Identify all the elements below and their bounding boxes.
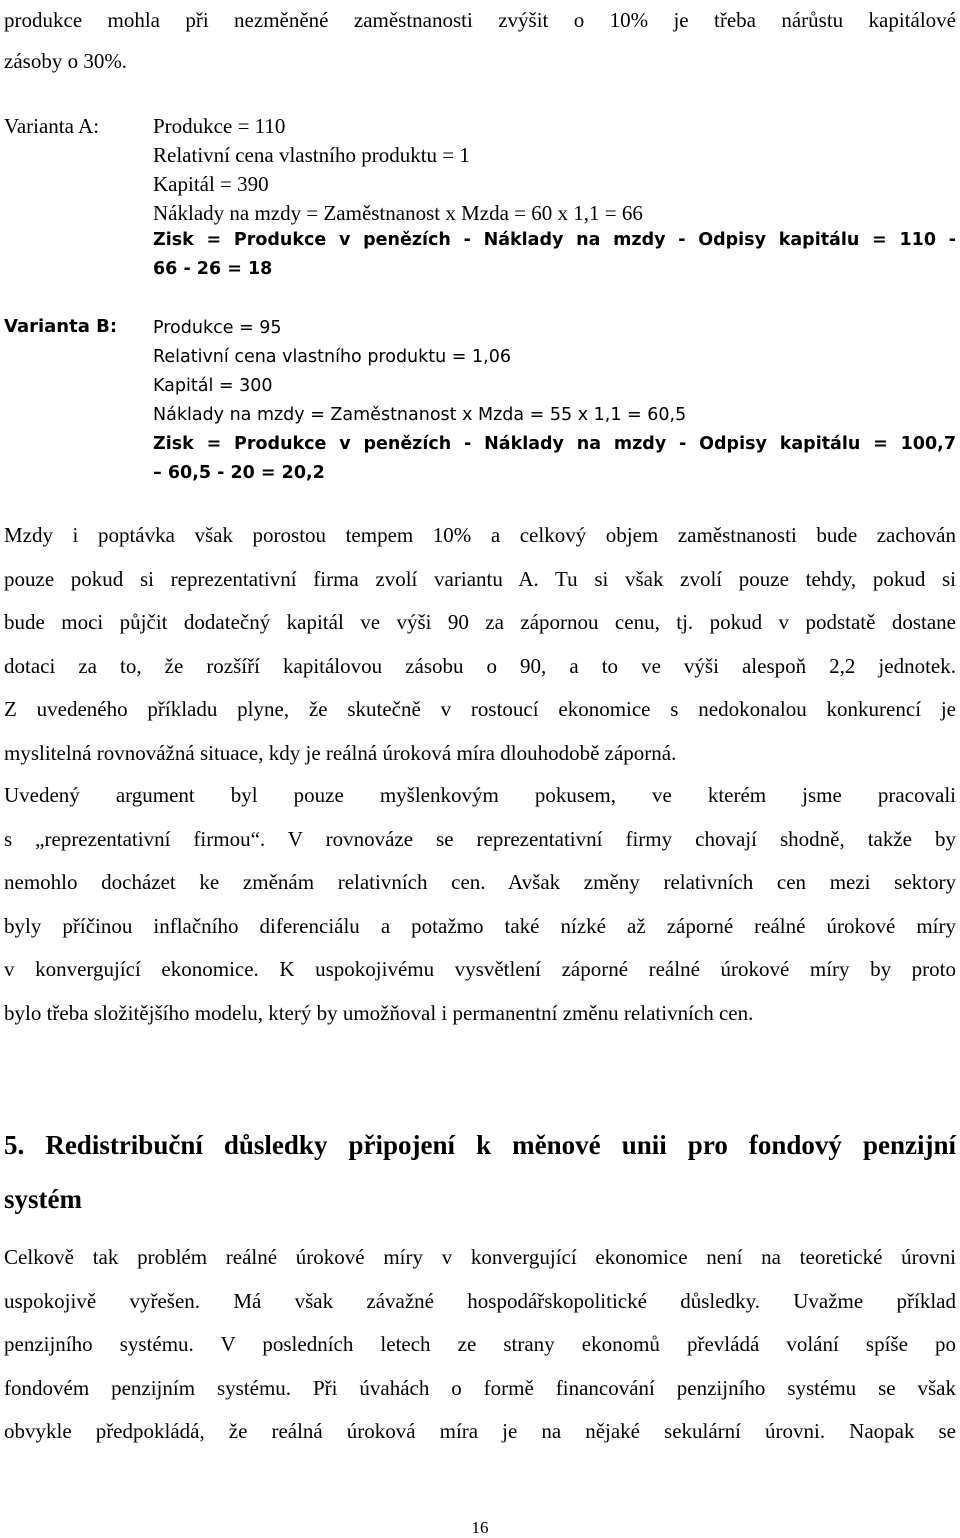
text-line: bude moci půjčit dodatečný kapitál ve výši 90 za zápornou cenu, tj. pokud v podstatě dostane [4,610,956,634]
variant-b-label: Varianta B: [4,316,118,337]
text-line: Z uvedeného příkladu plyne, že skutečně v rostoucí ekonomice s nedokonalou konkurencí je [4,697,956,721]
text-line: obvykle předpokládá, že reálná úroková míra je na nějaké sekulární úrovni. Naopak se [4,1419,956,1443]
variant-b-profit-line: – 60,5 - 20 = 20,2 [153,463,325,483]
text-line: Uvedený argument byl pouze myšlenkovým pokusem, ve kterém jsme pracovali [4,783,956,807]
text-line: dotaci za to, že rozšíří kapitálovou zásobu o 90, a to ve výši alespoň 2,2 jednotek. [4,653,956,678]
intro-line: produkce mohla při nezměněné zaměstnanosti zvýšit o 10% je třeba nárůstu kapitálové [4,8,956,32]
text-line: Celkově tak problém reálné úrokové míry v konvergující ekonomice není na teoretické úrovni [4,1245,956,1269]
variant-b-line: Produkce = 95 [153,318,282,338]
text-line: s „reprezentativní firmou“. V rovnováze se reprezentativní firmy chovají shodně, takže by [4,826,956,851]
text-line: uspokojivě vyřešen. Má však závažné hospodářskopolitické důsledky. Uvažme příklad [4,1288,956,1313]
body-paragraph [4,774,956,1035]
variant-a-profit-line: Zisk = Produkce v penězích - Náklady na mzdy - Odpisy kapitálu = 110 - [153,230,956,250]
text-line: bylo třeba složitějšího modelu, který by umožňoval i permanentní změnu relativních cen. [4,1000,754,1025]
text-line: penzijního systému. V posledních letech ze strany ekonomů převládá volání spíše po [4,1332,956,1356]
variant-a-line: Náklady na mzdy = Zaměstnanost x Mzda = 60 x 1,1 = 66 [153,201,643,225]
section-heading [4,1118,956,1226]
heading-line: systém [4,1184,82,1214]
variant-a-line: Kapitál = 390 [153,172,269,196]
intro-line: zásoby o 30%. [4,49,128,73]
body-paragraph [4,514,956,775]
variant-b-line: Relativní cena vlastního produktu = 1,06 [153,347,511,367]
variant-b-line: Kapitál = 300 [153,376,273,396]
body-paragraph [4,1236,956,1454]
text-line: nemohlo docházet ke změnám relativních cen. Avšak změny relativních cen mezi sektory [4,870,956,894]
text-line: v konvergující ekonomice. K uspokojivému vysvětlení záporné reálné úrokové míry by proto [4,957,956,981]
text-line: fondovém penzijním systému. Při úvahách o formě financování penzijního systému se však [4,1375,956,1400]
variant-b-line: Náklady na mzdy = Zaměstnanost x Mzda = 55 x 1,1 = 60,5 [153,405,687,425]
variant-b-profit-line: Zisk = Produkce v penězích - Náklady na mzdy - Odpisy kapitálu = 100,7 [153,434,956,454]
text-line: pouze pokud si reprezentativní firma zvolí variantu A. Tu si však zvolí pouze tehdy, pokud si [4,566,956,591]
text-line: myslitelná rovnovážná situace, kdy je reálná úroková míra dlouhodobě záporná. [4,740,677,765]
text-line: byly příčinou inflačního diferenciálu a potažmo také nízké až záporné reálné úrokové míry [4,913,956,938]
text-line: Mzdy i poptávka však porostou tempem 10% a celkový objem zaměstnanosti bude zachován [4,523,956,547]
page-number: 16 [471,1518,489,1537]
heading-line: 5. Redistribuční důsledky připojení k měnové unii pro fondový penzijní [4,1130,956,1160]
variant-a-profit-line: 66 - 26 = 18 [153,259,273,279]
intro-paragraph [4,0,956,82]
variant-a-label: Varianta A: [4,114,100,138]
variant-a-line: Produkce = 110 [153,114,286,138]
variant-a-line: Relativní cena vlastního produktu = 1 [153,143,470,167]
